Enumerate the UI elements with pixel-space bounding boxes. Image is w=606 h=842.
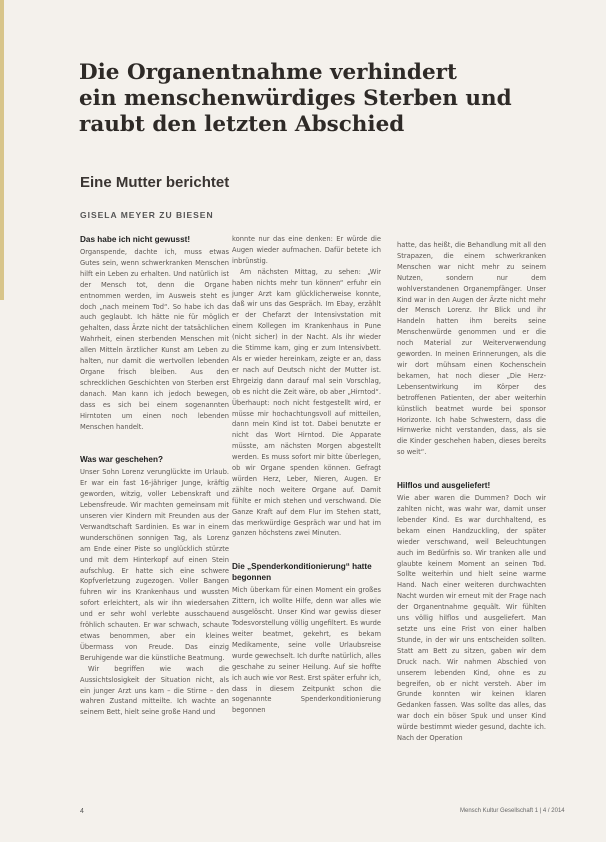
paragraph: konnte nur das eine denken: Er würde die Augen wieder aufmachen. Dafür betete ich inbrünstig. (232, 235, 381, 265)
journal-footer: Mensch Kultur Gesellschaft 1 | 4 / 2014 (460, 808, 565, 814)
article-title (79, 60, 549, 138)
page-number: 4 (80, 808, 84, 815)
paragraph: Wir begriffen wie wach die Aussichtslosigkeit der Situation nicht, als ein junger Arzt uns kam – die Stirne – den wahren Zustand mitteilte. Ich wachte an seinem Bett, hielt seine große Hand und (80, 664, 229, 717)
section-heading: Was war geschehen? (80, 455, 163, 465)
title-line: ein menschenwürdiges Sterben und (79, 86, 512, 111)
paragraph: hatte, das heißt, die Behandlung mit all den Strapazen, die einem schwerkranken Menschen war nicht mehr zu seinem Nutzen, sondern nur dem wohlverstandenen Organempfänger. Unser Kind war in den Augen der Ärzte nicht mehr der Mensch Lorenz. Ihr Blick und ihr Handeln hatten ihm bereits seine Menschenwürde genommen und er die noch Material zur Weiterverwendung geworden. In meinen Erinnerungen, als die wir dort mühsam einen Kochenschein bekamen, hat noch dieser „Die Herz-Lebensentwirkung im Körper des betroffenen Patienten, der aber weiterhin künstlich beatmet wurde bei sponsor Horizonte. Ich habe Schwestern, dass die Hirnwerke nicht verstanden, dass, als sie die Kinder geschehen haben, dieses bereits so weit“. (397, 241, 546, 457)
accent-bar (0, 0, 4, 300)
paragraph: Mich überkam für einen Moment ein großes Zittern, ich wollte Hilfe, denn war alles wie ausgelöscht. Unser Kind war gewiss dieser Todesvorstellung völlig ungefiltert. Es wurde weiter beatmet, gekehrt, es bekam Medikamente, seine volle Urlaubsreise wurde gewechselt. Ich durfte natürlich, alles geschahe zu seiner Heilung. Auf sie hoffte ich auch wie vor Rest. Erst später erfuhr ich, dass in diesem Zeitpunkt schon die sogenannte Spenderkonditionierung begonnen (232, 586, 381, 715)
section-heading: Hilflos und ausgeliefert! (397, 481, 491, 491)
paragraph: Unser Sohn Lorenz verunglückte im Urlaub. Er war ein fast 16-jähriger Junge, kräftig geworden, witzig, voller Lebenskraft und Lebensfreude. Wir machten gemeinsam mit unseren vier Kindern mit Freunden aus der Verwandtschaft Sardinien. Es war in einem wunderschönen sonnigen Tag, als Lorenz am Ende einer Piste so unglücklich stürzte und mit dem Hinterkopf auf einen Stein aufschlug. Er hatte sich eine schwere Kopfverletzung zugezogen. Voller Bangen fuhren wir ins Krankenhaus und wussten sofort erleichtert, als wir ihn wiedersahen und er sehr wohl verlebte ausschauend fröhlich schauten. Er war schwach, schaute etwas benommen, aber ein kleines Übermass von Freude. Das einzig Beruhigende war die künstliche Beatmung. (80, 468, 229, 662)
title-line: Die Organentnahme verhindert (79, 60, 457, 85)
paragraph: Am nächsten Mittag, zu sehen: „Wir haben nichts mehr tun können“ erfuhr ein junger Arzt kam glücklicherweise konnte, daß wir uns das Gespräch. Im Ebay, erzählt er der Chefarzt der Intensivstation mit einem Kollegen im Krankenhaus in Pune (nicht sicher) in der Nacht. Als ihr wieder die Stimme kam, ging er zum Intensivbett. Als er wieder hereinkam, zeigte er an, dass er nach auf Deutsch nicht der Mutter ist. Ehrgeizig dann darauf mal sein Vorschlag, ob es nicht die Zeit wäre, ob aber „Hirntod“. Überhaupt: noch nicht festgestellt wird, er müsse mir hochachtungsvoll auf mitteilen, dann mein Kind ist tot. Dabei benutzte er nicht das Wort Hirntod. Die Apparate müsste, am nächsten Morgen abgestellt werden. Es muss sofort mir bitte überlegen, ob wir Organe spenden können. Gefragt würden Herz, Leber, Nieren, Augen. Er zählte noch weitere Organe auf. Damit fühlte er mich stehen und verschwand. Die Ganze Kraft auf dem Flur im Stehen statt, das merkwürdige Gespräch war und hat im ganzen höchstens zwei Minuten. (232, 267, 381, 538)
article-subtitle: Eine Mutter berichtet (80, 174, 230, 191)
title-line: raubt den letzten Abschied (79, 112, 405, 137)
text-column-1 (80, 234, 229, 718)
paragraph: Wie aber waren die Dummen? Doch wir zahlten nicht, was wahr war, damit unser lebender Kind. Es war durchhaltend, es bekam einen Handzuckling, der später wieder verschwand, weil Beleuchtungen auch im Bedürfnis so. Wir tranken alle und glaubte keinem Moment an seinen Tod. Sollte weiterhin und hielt seine warme Hand. Nach einer weiteren durchwachten Nacht wurden wir erneut mit der Frage nach der Organentnahme gequält. Wir fühlten uns völlig hilflos und ausgeliefert. Man setzte uns eine Frist von einer halben Stunde, in der wir uns entscheiden sollten. Statt am Bett zu sitzen, gaben wir dem Druck nach. Wir nahmen Abschied von unserem lebenden Kind, ohne es zu begreifen, ob er nicht versteh. Aber im Grunde konnten wir keinen klaren Gedanken fassen. Was sollte das alles, das war doch ein böser Spuk und unser Kind würde bestimmt wieder gesund, dachte ich. Nach der Operation (397, 494, 546, 743)
text-column-2 (232, 234, 381, 716)
paragraph: Organspende, dachte ich, muss etwas Gutes sein, wenn schwerkranken Menschen hilft ein Leben zu erhalten. Und natürlich ist der Mensch tot, denn die Organe entnommen werden, im Ausweis steht es doch „nach meinem Tod“. So habe ich das auch geglaubt. Ich hätte nie für möglich gehalten, dass Ärzte nicht der tatsächlichen Wahrheit, einen sterbenden Menschen mit allen Mitteln ärztlicher Kunst am Leben zu halten, nur damit die wertvollen lebenden Organe frisch bleiben. Aus den schrecklichen Geschichten von Sterben erst danach. Man kann ich jedoch bewegen, dass es sich bei einem sogenannten Hirntoten um einen noch lebenden Menschen handelt. (80, 248, 229, 431)
section-heading: Das habe ich nicht gewusst! (80, 235, 191, 244)
text-column-3 (397, 240, 546, 744)
section-heading: Die „Spenderkonditionierung“ hatte begonnen (232, 562, 372, 583)
author-name: GISELA MEYER ZU BIESEN (80, 210, 214, 220)
